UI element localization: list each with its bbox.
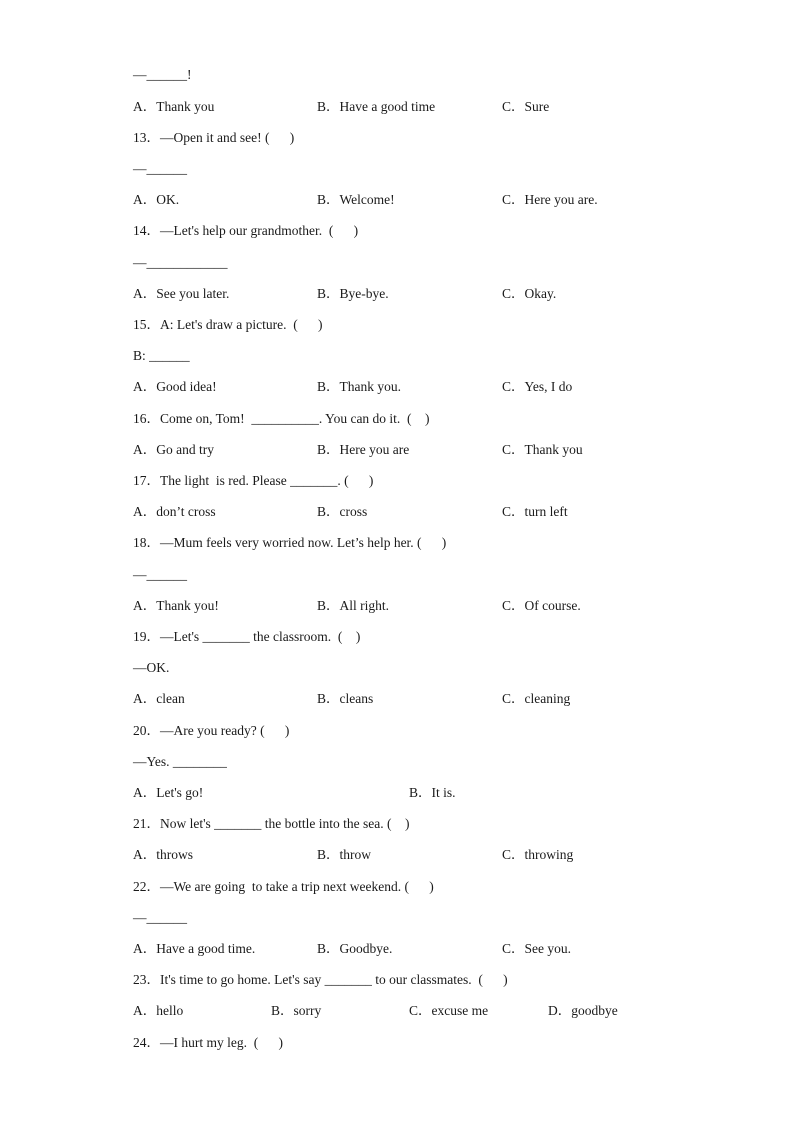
option-a: A．hello	[133, 1003, 184, 1018]
option-c: C．Here you are.	[502, 192, 598, 207]
option-b: B．All right.	[317, 598, 390, 613]
question-19: 19．—Let's _______ the classroom. ( )	[133, 629, 361, 644]
option-b: B．It is.	[409, 785, 456, 800]
question-16: 16．Come on, Tom! __________. You can do it. ( )	[133, 411, 430, 426]
response-line: B: ______	[133, 348, 190, 363]
option-c: C．Thank you	[502, 442, 583, 457]
option-c: C．Sure	[502, 99, 550, 114]
option-a: A．See you later.	[133, 286, 230, 301]
option-b: B．throw	[317, 847, 371, 862]
option-c: C．throwing	[502, 847, 574, 862]
option-a: A．don’t cross	[133, 504, 216, 519]
question-18: 18．—Mum feels very worried now. Let’s help her. ( )	[133, 535, 447, 550]
option-a: A．Let's go!	[133, 785, 204, 800]
option-c: C．excuse me	[409, 1003, 489, 1018]
response-line: —______	[133, 567, 187, 582]
option-b: B．cleans	[317, 691, 374, 706]
option-b: B．Have a good time	[317, 99, 436, 114]
option-b: B．Goodbye.	[317, 941, 393, 956]
question-17: 17．The light is red. Please _______. ( )	[133, 473, 374, 488]
question-20: 20．—Are you ready? ( )	[133, 723, 290, 738]
response-line: —______	[133, 161, 187, 176]
option-b: B．Welcome!	[317, 192, 395, 207]
question-14: 14．—Let's help our grandmother. ( )	[133, 223, 359, 238]
option-d: D．goodbye	[548, 1003, 618, 1018]
option-c: C．Of course.	[502, 598, 581, 613]
option-b: B．Thank you.	[317, 379, 401, 394]
option-b: B．cross	[317, 504, 368, 519]
response-line: —Yes. ________	[133, 754, 227, 769]
question-13: 13．—Open it and see! ( )	[133, 130, 295, 145]
response-line: —______!	[133, 67, 192, 82]
question-24: 24．—I hurt my leg. ( )	[133, 1035, 283, 1050]
option-a: A．OK.	[133, 192, 180, 207]
option-a: A．throws	[133, 847, 193, 862]
option-a: A．Thank you!	[133, 598, 219, 613]
option-a: A．Good idea!	[133, 379, 217, 394]
option-c: C．turn left	[502, 504, 568, 519]
question-21: 21．Now let's _______ the bottle into the sea. ( )	[133, 816, 410, 831]
option-c: C．Yes, I do	[502, 379, 573, 394]
option-a: A．Thank you	[133, 99, 215, 114]
option-b: B．Here you are	[317, 442, 410, 457]
response-line: —____________	[133, 255, 228, 270]
question-22: 22．—We are going to take a trip next weekend. ( )	[133, 879, 434, 894]
question-23: 23．It's time to go home. Let's say _______ to our classmates. ( )	[133, 972, 508, 987]
response-line: —OK.	[133, 660, 170, 675]
option-b: B．sorry	[271, 1003, 322, 1018]
option-a: A．clean	[133, 691, 185, 706]
question-15: 15．A: Let's draw a picture. ( )	[133, 317, 323, 332]
option-b: B．Bye-bye.	[317, 286, 389, 301]
option-c: C．cleaning	[502, 691, 571, 706]
option-a: A．Have a good time.	[133, 941, 256, 956]
response-line: —______	[133, 910, 187, 925]
option-c: C．Okay.	[502, 286, 557, 301]
option-c: C．See you.	[502, 941, 571, 956]
option-a: A．Go and try	[133, 442, 214, 457]
